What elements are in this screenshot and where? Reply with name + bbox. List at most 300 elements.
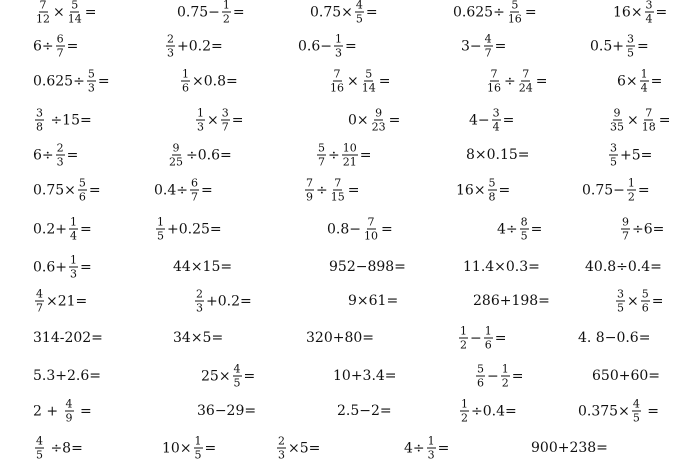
fraction (459, 326, 468, 351)
problem-text: ÷8= (46, 440, 83, 456)
problem-text: ×0.8= (192, 73, 238, 89)
problem-text: = (75, 403, 92, 419)
fraction (196, 108, 205, 133)
fraction (222, 0, 231, 25)
problem-text: × (53, 4, 65, 20)
numerator: 7 (490, 67, 498, 81)
numerator: 3 (645, 0, 653, 12)
numerator: 1 (640, 67, 648, 81)
fraction (67, 0, 83, 25)
problem-text: 34×5= (173, 330, 224, 346)
problem (590, 34, 649, 59)
denominator: 4 (645, 12, 653, 26)
denominator: 7 (622, 229, 629, 243)
problem-text: 0.625÷ (453, 4, 505, 20)
problem-text: 25× (201, 368, 231, 384)
numerator: 4 (484, 32, 492, 46)
denominator: 6 (78, 190, 86, 204)
problem-text: × (207, 112, 219, 128)
problem-text: = (97, 73, 110, 89)
numerator: 3 (627, 32, 634, 46)
problem (306, 331, 374, 345)
denominator: 3 (427, 448, 435, 462)
denominator: 21 (342, 155, 357, 169)
denominator: 7 (484, 46, 492, 60)
numerator: 7 (39, 0, 47, 12)
denominator: 5 (355, 12, 363, 26)
numerator: 7 (367, 215, 375, 229)
problem-text: 16× (456, 182, 486, 198)
numerator: 1 (627, 176, 635, 190)
numerator: 1 (460, 324, 467, 338)
problem-text: = (502, 112, 515, 128)
problem (33, 289, 87, 314)
problem-text: 900+238= (531, 440, 608, 456)
problem (310, 0, 378, 25)
problem-text: +0.2= (177, 38, 223, 54)
problem-text: = (437, 440, 450, 456)
problem-text: 0.75− (177, 4, 220, 20)
denominator: 14 (361, 81, 376, 95)
problem (33, 399, 92, 424)
numerator: 5 (488, 176, 496, 190)
denominator: 5 (610, 155, 617, 169)
fraction (195, 289, 204, 314)
fraction (460, 399, 469, 424)
numerator: 2 (278, 434, 285, 448)
numerator: 3 (221, 106, 229, 120)
fraction (507, 0, 523, 25)
problem (497, 217, 542, 242)
problem (173, 331, 223, 345)
numerator: 6 (56, 32, 64, 46)
numerator: 1 (194, 434, 202, 448)
problem-text: ×5= (288, 440, 321, 456)
denominator: 10 (364, 229, 378, 243)
numerator: 4 (355, 0, 363, 12)
problem (582, 178, 650, 203)
problem-text: = (658, 112, 671, 128)
denominator: 15 (330, 190, 345, 204)
fraction (355, 0, 364, 25)
fraction (190, 178, 199, 203)
fraction (645, 0, 654, 25)
problem-text: = (84, 4, 97, 20)
denominator: 2 (627, 190, 635, 204)
problem-text: 4÷ (404, 440, 425, 456)
problem (484, 69, 547, 94)
numerator: 7 (333, 67, 341, 81)
numerator: 7 (306, 176, 313, 190)
problem (194, 108, 243, 133)
problem (275, 436, 320, 461)
problem-text: = (637, 182, 650, 198)
fraction (427, 436, 436, 461)
problem-text: 4÷ (497, 221, 518, 237)
fraction (484, 326, 493, 351)
problem-text: 0.8− (327, 221, 361, 237)
fraction (640, 69, 649, 94)
problem-text: 8×0.15= (466, 147, 530, 163)
fraction (69, 255, 78, 280)
problem (33, 178, 101, 203)
numerator: 7 (645, 106, 653, 120)
problem (327, 217, 393, 242)
fraction (194, 436, 203, 461)
problem (333, 369, 397, 383)
numerator: 1 (197, 106, 204, 120)
fraction (277, 436, 286, 461)
problem (607, 108, 670, 133)
problem-text: = (494, 38, 507, 54)
problem (578, 399, 659, 424)
problem-text: = (88, 182, 101, 198)
problem-text: ÷6= (632, 221, 665, 237)
problem (614, 289, 663, 314)
fraction (501, 364, 510, 389)
fraction (632, 399, 641, 424)
problem (303, 178, 359, 203)
problem-text: 0.75− (582, 182, 625, 198)
denominator: 2 (222, 12, 230, 26)
numerator: 5 (71, 0, 79, 12)
numerator: 1 (501, 362, 509, 376)
problem-text: = (524, 4, 537, 20)
fraction (168, 143, 184, 168)
numerator: 4 (233, 362, 241, 376)
problem-text: − (487, 368, 499, 384)
numerator: 1 (335, 32, 342, 46)
fraction (361, 69, 377, 94)
fraction (329, 69, 345, 94)
denominator: 7 (36, 301, 43, 315)
numerator: 5 (477, 362, 484, 376)
fraction (330, 178, 346, 203)
problem (193, 289, 252, 314)
denominator: 5 (36, 448, 43, 462)
fraction (371, 108, 387, 133)
problem-text: × (347, 73, 359, 89)
denominator: 6 (641, 301, 649, 315)
denominator: 3 (167, 46, 174, 60)
problem (162, 436, 216, 461)
problem (457, 326, 506, 351)
denominator: 18 (641, 120, 656, 134)
problem (348, 108, 400, 133)
fraction (492, 108, 501, 133)
problem (33, 217, 92, 242)
problem-text: 6× (617, 73, 638, 89)
denominator: 16 (507, 12, 522, 26)
problem-text: 11.4×0.3= (463, 259, 540, 275)
problem-text: = (345, 38, 357, 54)
fraction (35, 108, 44, 133)
problem (33, 255, 92, 280)
numerator: 8 (520, 215, 528, 229)
problem-text: 6÷ (33, 147, 54, 163)
problem (404, 436, 449, 461)
denominator: 35 (610, 120, 624, 134)
problem (458, 399, 517, 424)
denominator: 5 (194, 448, 202, 462)
denominator: 4 (492, 120, 500, 134)
fraction (65, 399, 74, 424)
denominator: 2 (461, 411, 468, 425)
problem (474, 364, 523, 389)
problem-text: 0.5+ (590, 38, 624, 54)
denominator: 4 (640, 81, 648, 95)
problem-text: = (365, 4, 378, 20)
problem-text: 4− (469, 112, 490, 128)
numerator: 9 (622, 215, 629, 229)
problem-text: × (627, 112, 639, 128)
problem-text: 0.6− (298, 38, 332, 54)
problem-text: = (80, 259, 92, 275)
fraction (609, 143, 618, 168)
numerator: 5 (87, 67, 95, 81)
problem-text: 36−29= (197, 403, 257, 419)
denominator: 23 (371, 120, 386, 134)
denominator: 24 (518, 81, 533, 95)
problem (531, 441, 608, 455)
problem-text: 952−898= (329, 259, 406, 275)
problem-text: 44×15= (173, 259, 233, 275)
problem-text: = (388, 112, 401, 128)
problem (166, 143, 232, 168)
numerator: 1 (182, 67, 189, 81)
problem-text: +5= (620, 147, 653, 163)
numerator: 1 (70, 253, 77, 267)
problem (348, 294, 398, 308)
problem (33, 143, 78, 168)
denominator: 8 (488, 190, 496, 204)
fraction (305, 178, 314, 203)
fraction (69, 217, 78, 242)
fraction (641, 108, 657, 133)
denominator: 5 (157, 229, 164, 243)
numerator: 4 (65, 397, 73, 411)
problem (33, 69, 110, 94)
problem (592, 369, 660, 383)
numerator: 2 (167, 32, 174, 46)
problem-text: = (651, 293, 664, 309)
numerator: 5 (318, 141, 325, 155)
fraction (334, 34, 343, 59)
problem-text: ÷ (316, 182, 328, 198)
denominator: 4 (70, 229, 77, 243)
problem-text: ÷ (328, 147, 340, 163)
numerator: 3 (492, 106, 500, 120)
numerator: 5 (365, 67, 373, 81)
denominator: 5 (627, 46, 634, 60)
problem (461, 34, 506, 59)
denominator: 25 (169, 155, 183, 169)
problem (179, 69, 238, 94)
fraction (520, 217, 529, 242)
problem-text: ÷15= (46, 112, 92, 128)
problem (613, 0, 667, 25)
problem (197, 404, 256, 418)
problem-text: ×21= (46, 293, 88, 309)
numerator: 6 (191, 176, 198, 190)
problem (33, 0, 96, 25)
denominator: 6 (182, 81, 189, 95)
problem-text: 650+60= (592, 368, 660, 384)
fraction (233, 364, 242, 389)
numerator: 2 (196, 287, 203, 301)
fraction (35, 0, 51, 25)
problem-text: = (201, 182, 213, 198)
problem-text: = (243, 368, 256, 384)
denominator: 7 (191, 190, 198, 204)
problem (298, 34, 357, 59)
denominator: 5 (520, 229, 528, 243)
denominator: 9 (65, 411, 73, 425)
fraction (166, 34, 175, 59)
problem-text: ÷ (504, 73, 516, 89)
fraction (156, 217, 165, 242)
problem (315, 143, 371, 168)
numerator: 5 (641, 287, 649, 301)
problem-text: 40.8÷0.4= (585, 259, 662, 275)
numerator: 3 (36, 106, 43, 120)
denominator: 3 (56, 155, 64, 169)
problem-text: 0.375× (578, 403, 630, 419)
denominator: 2 (460, 338, 467, 352)
denominator: 5 (617, 301, 624, 315)
problem-text: 4. 8−0.6= (578, 330, 651, 346)
problem (164, 34, 223, 59)
problem (177, 0, 245, 25)
problem-text: = (66, 38, 79, 54)
denominator: 9 (306, 190, 313, 204)
numerator: 9 (375, 106, 383, 120)
problem (463, 260, 540, 274)
denominator: 3 (196, 301, 203, 315)
problem-text: 2.5−2= (337, 403, 392, 419)
problem-text: 6÷ (33, 38, 54, 54)
problem (617, 69, 662, 94)
problem (607, 143, 652, 168)
numerator: 5 (78, 176, 86, 190)
fraction (627, 178, 636, 203)
numerator: 9 (613, 106, 621, 120)
fraction (621, 217, 630, 242)
problem-text: 3− (461, 38, 482, 54)
problem (469, 108, 514, 133)
problem-text: 2 + (33, 403, 63, 419)
fraction (221, 108, 230, 133)
problem-text: 5.3+2.6= (33, 368, 101, 384)
numerator: 7 (522, 67, 530, 81)
denominator: 7 (318, 155, 325, 169)
problem-text: 0.625÷ (33, 73, 85, 89)
problem (578, 331, 650, 345)
fraction (35, 436, 44, 461)
fraction (363, 217, 379, 242)
fraction (518, 69, 534, 94)
problem-text: 10× (162, 440, 192, 456)
denominator: 3 (278, 448, 285, 462)
problem-text: 0.75× (33, 182, 76, 198)
denominator: 7 (56, 46, 64, 60)
problem-text: = (204, 440, 217, 456)
fraction (181, 69, 190, 94)
numerator: 3 (617, 287, 624, 301)
fraction (609, 108, 625, 133)
problem (585, 260, 662, 274)
numerator: 1 (461, 397, 468, 411)
denominator: 12 (36, 12, 50, 26)
problem (33, 108, 92, 133)
numerator: 1 (427, 434, 435, 448)
denominator: 3 (335, 46, 342, 60)
problem (329, 260, 406, 274)
problem-text: = (378, 73, 391, 89)
numerator: 4 (632, 397, 640, 411)
denominator: 5 (632, 411, 640, 425)
fraction (87, 69, 96, 94)
fraction (626, 34, 635, 59)
problem-text: = (498, 182, 511, 198)
problem (619, 217, 664, 242)
problem (456, 178, 510, 203)
problem-text: 0.4÷ (154, 182, 188, 198)
problem (33, 34, 78, 59)
problem-text: = (637, 38, 649, 54)
problem-text: = (655, 4, 668, 20)
fraction (484, 34, 493, 59)
problem (173, 260, 232, 274)
problem-text: = (494, 330, 507, 346)
problem-text: 286+198= (473, 293, 550, 309)
fraction (56, 143, 65, 168)
problem-text: × (627, 293, 639, 309)
problem (154, 217, 222, 242)
fraction (488, 178, 497, 203)
problem-text: = (535, 73, 548, 89)
numerator: 1 (484, 324, 492, 338)
problem-text: ÷0.6= (186, 147, 232, 163)
fraction (641, 289, 650, 314)
numerator: 5 (511, 0, 519, 12)
numerator: 9 (172, 141, 180, 155)
problem (201, 364, 255, 389)
problem-text: = (347, 182, 360, 198)
problem-text: = (359, 147, 372, 163)
problem (33, 331, 103, 345)
problem-text: 9×61= (348, 293, 399, 309)
problem-text: − (470, 330, 482, 346)
fraction (78, 178, 87, 203)
problem-text: 16× (613, 4, 643, 20)
numerator: 1 (157, 215, 164, 229)
numerator: 4 (36, 434, 43, 448)
fraction (35, 289, 44, 314)
numerator: 10 (342, 141, 357, 155)
numerator: 3 (610, 141, 617, 155)
denominator: 7 (221, 120, 229, 134)
denominator: 8 (36, 120, 43, 134)
problem (33, 436, 83, 461)
problem (466, 148, 530, 162)
problem-text: ÷0.4= (471, 403, 517, 419)
numerator: 4 (36, 287, 43, 301)
numerator: 1 (222, 0, 230, 12)
fraction (616, 289, 625, 314)
denominator: 2 (501, 376, 509, 390)
problem-text: = (650, 73, 663, 89)
